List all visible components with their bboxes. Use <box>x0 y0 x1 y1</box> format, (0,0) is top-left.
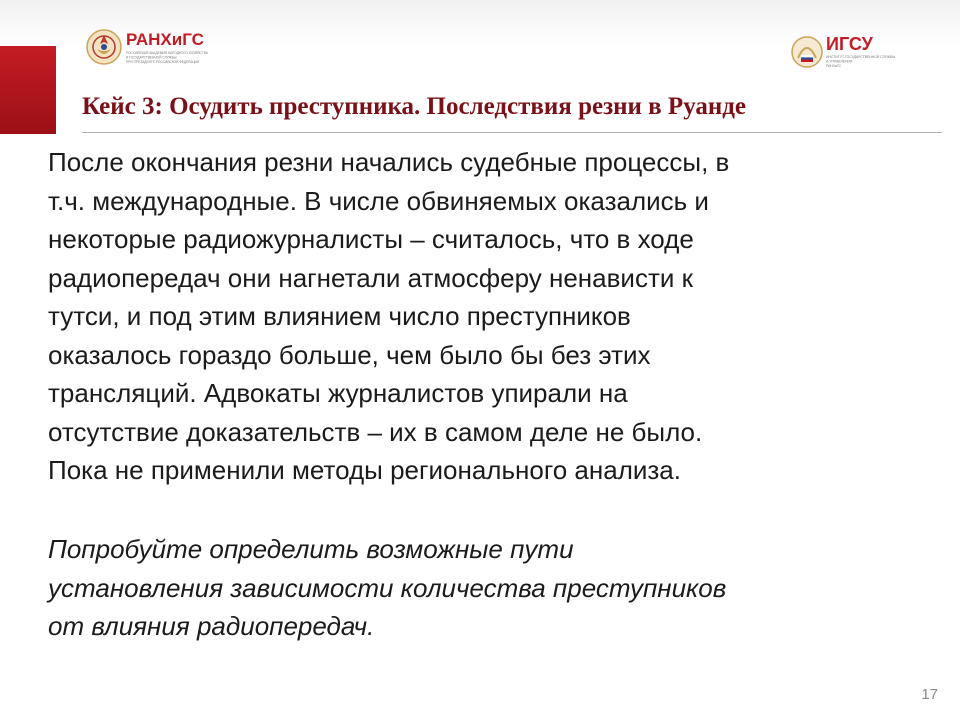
slide-title: Кейс 3: Осудить преступника. Последствия резни в Руанде <box>82 93 747 120</box>
ranepa-caption-1: РОССИЙСКАЯ АКАДЕМИЯ НАРОДНОГО ХОЗЯЙСТВА <box>126 51 208 55</box>
accent-bar <box>0 46 56 134</box>
ranepa-caption-2: И ГОСУДАРСТВЕННОЙ СЛУЖБЫ <box>126 55 177 60</box>
igsu-logo <box>790 28 920 78</box>
igsu-logo-text: ИГСУ <box>826 34 873 54</box>
case-description: После окончания резни начались судебные процессы, в т.ч. международные. В числе обвиняемых оказались и некоторые радиожурналисты – считалось, что в ходе радиопередач они нагнетали атмосферу ненависти к тутси, и под этим влиянием число преступников оказалось гораздо больше, чем было бы без этих трансляций. Адвокаты журналистов упирали на отсутствие доказательств – их в самом деле не было. Пока не применили методы регионального анализа. <box>48 147 730 485</box>
ranepa-logo <box>86 22 236 72</box>
igsu-emblem-icon <box>792 37 822 67</box>
igsu-caption-2: И УПРАВЛЕНИЯ <box>826 59 853 64</box>
page-number: 17 <box>921 686 938 703</box>
ranepa-logo-text: РАНХиГС <box>126 30 204 49</box>
ranepa-emblem-icon <box>87 30 121 64</box>
igsu-caption-1: ИНСТИТУТ ГОСУДАРСТВЕННОЙ СЛУЖБЫ <box>826 55 896 59</box>
title-divider <box>82 132 942 133</box>
task-prompt: Попробуйте определить возможные пути установления зависимости количества преступников от влияния радиопередач. <box>48 534 727 641</box>
ranepa-caption-3: ПРИ ПРЕЗИДЕНТЕ РОССИЙСКОЙ ФЕДЕРАЦИИ <box>126 60 200 64</box>
igsu-caption-3: РАНХиГС <box>826 64 842 68</box>
